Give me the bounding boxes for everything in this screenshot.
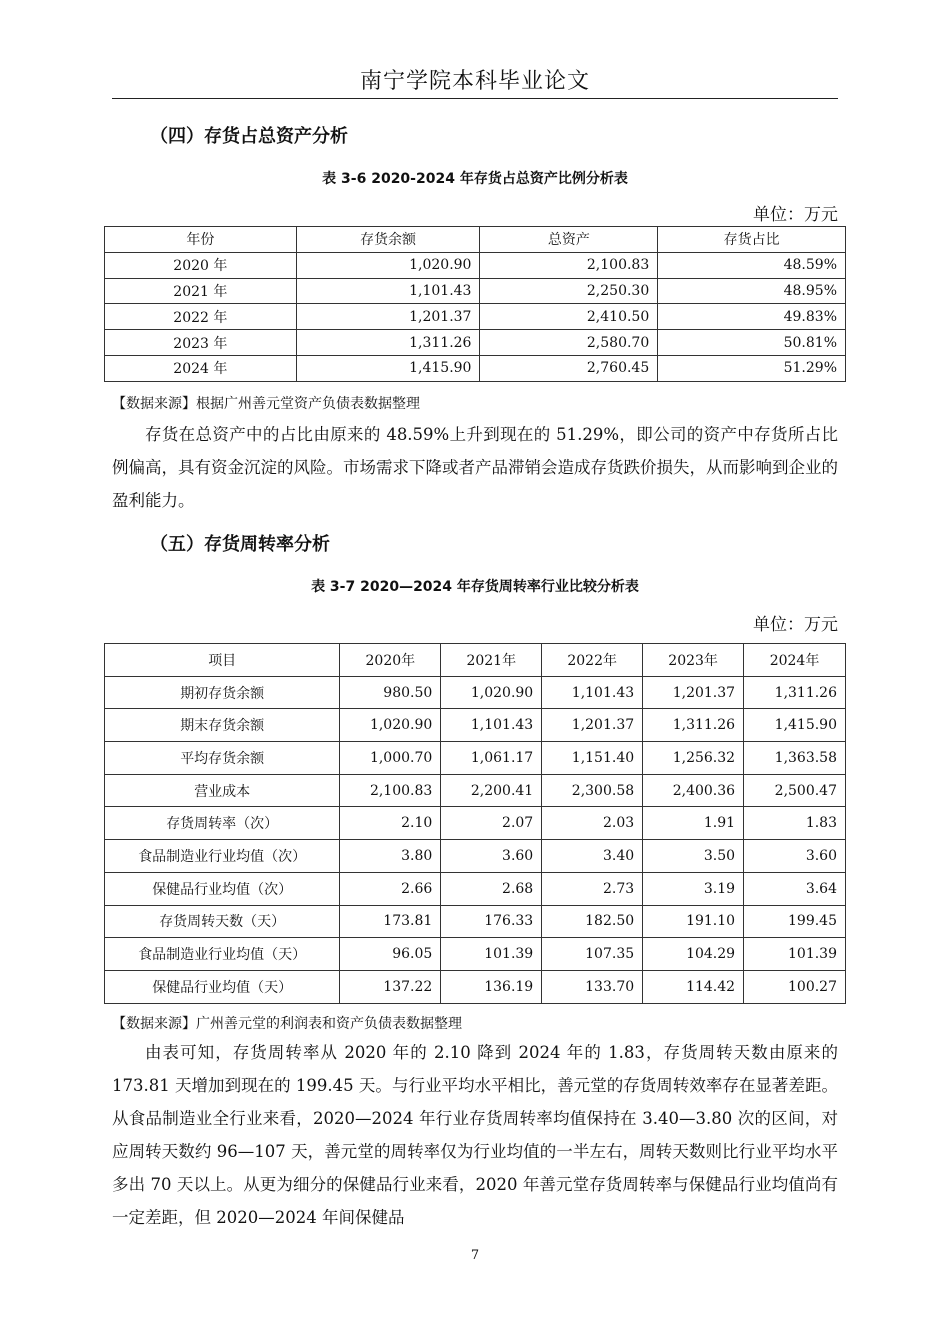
value-cell: 1,256.32 — [643, 742, 744, 775]
ratio-cell: 51.29% — [658, 355, 846, 381]
value-cell: 2,400.36 — [643, 774, 744, 807]
inventory-cell: 1,201.37 — [296, 304, 480, 330]
year-cell: 2023 年 — [105, 330, 297, 356]
page-header-title: 南宁学院本科毕业论文 — [359, 69, 590, 94]
total-assets-cell: 2,250.30 — [480, 278, 658, 304]
total-assets-cell: 2,580.70 — [480, 330, 658, 356]
value-cell: 101.39 — [744, 938, 846, 971]
inventory-cell: 1,101.43 — [296, 278, 480, 304]
page-number: 7 — [470, 1248, 480, 1263]
table-row — [105, 252, 846, 278]
value-cell: 2.73 — [542, 872, 643, 905]
analysis-paragraph-inventory-turnover: 由表可知，存货周转率从 2020 年的 2.10 降到 2024 年的 1.83，存货周转天数由原来的 173.81 天增加到现在的 199.45 天。与行业平均水平相比，善元堂的存货周转效率存在显著差距。从食品制造业全行业来看，2020—2024 年行业存货周转率均值保持在 3.40—3.80 次的区间，对应周转天数约 96—107 天，善元堂的周转率仅为行业均值的一半左右，周转天数则比行业平均水平多出 70 天以上。从更为细分的保健品行业来看，2020 年善元堂存货周转率与保健品行业均值尚有一定差距，但 2020—2024 年间保健品 — [112, 1043, 838, 1227]
value-cell: 199.45 — [744, 905, 846, 938]
value-cell: 3.40 — [542, 840, 643, 873]
value-cell: 107.35 — [542, 938, 643, 971]
value-cell: 1,101.43 — [441, 709, 542, 742]
table-caption-3-7: 表 3-7 2020—2024 年存货周转率行业比较分析表 — [311, 579, 639, 595]
year-cell: 2021 年 — [105, 278, 297, 304]
ratio-cell: 50.81% — [658, 330, 846, 356]
row-label-cell: 保健品行业均值（天） — [105, 970, 340, 1003]
value-cell: 176.33 — [441, 905, 542, 938]
table-row — [105, 355, 846, 381]
unit-note-3-6: 单位：万元 — [753, 205, 838, 225]
value-cell: 2.10 — [340, 807, 441, 840]
value-cell: 2.66 — [340, 872, 441, 905]
value-cell: 114.42 — [643, 970, 744, 1003]
table-row — [105, 774, 846, 807]
value-cell: 2,500.47 — [744, 774, 846, 807]
table-row — [105, 905, 846, 938]
column-header: 2021年 — [441, 644, 542, 677]
value-cell: 173.81 — [340, 905, 441, 938]
inventory-cell: 1,415.90 — [296, 355, 480, 381]
section-heading-inventory-ratio: （四）存货占总资产分析 — [150, 126, 348, 147]
total-assets-cell: 2,100.83 — [480, 252, 658, 278]
value-cell: 3.50 — [643, 840, 744, 873]
value-cell: 1,101.43 — [542, 676, 643, 709]
table-row — [105, 304, 846, 330]
value-cell: 1,020.90 — [441, 676, 542, 709]
value-cell: 2.68 — [441, 872, 542, 905]
analysis-paragraph-inventory-ratio: 存货在总资产中的占比由原来的 48.59%上升到现在的 51.29%，即公司的资产中存货所占比例偏高，具有资金沉淀的风险。市场需求下降或者产品滞销会造成存货跌价损失，从而影响到企业的盈利能力。 — [112, 425, 838, 510]
value-cell: 3.60 — [744, 840, 846, 873]
ratio-cell: 48.95% — [658, 278, 846, 304]
table-row — [105, 742, 846, 775]
year-cell: 2020 年 — [105, 252, 297, 278]
value-cell: 1,201.37 — [542, 709, 643, 742]
row-label-cell: 存货周转率（次） — [105, 807, 340, 840]
table-row — [105, 938, 846, 971]
value-cell: 980.50 — [340, 676, 441, 709]
row-label-cell: 期末存货余额 — [105, 709, 340, 742]
source-note-3-6: 【数据来源】根据广州善元堂资产负债表数据整理 — [112, 396, 420, 412]
inventory-cell: 1,020.90 — [296, 252, 480, 278]
value-cell: 3.60 — [441, 840, 542, 873]
turnover-table-body — [105, 676, 846, 1003]
value-cell: 1,201.37 — [643, 676, 744, 709]
value-cell: 137.22 — [340, 970, 441, 1003]
row-label-cell: 食品制造业行业均值（天） — [105, 938, 340, 971]
inventory-turnover-table — [104, 643, 846, 1004]
value-cell: 136.19 — [441, 970, 542, 1003]
value-cell: 1,363.58 — [744, 742, 846, 775]
table-header-row — [105, 644, 846, 677]
column-header: 总资产 — [480, 227, 658, 253]
row-label-cell: 平均存货余额 — [105, 742, 340, 775]
column-header: 存货占比 — [658, 227, 846, 253]
value-cell: 1,415.90 — [744, 709, 846, 742]
row-label-cell: 期初存货余额 — [105, 676, 340, 709]
inventory-cell: 1,311.26 — [296, 330, 480, 356]
row-label-cell: 食品制造业行业均值（次） — [105, 840, 340, 873]
value-cell: 3.80 — [340, 840, 441, 873]
value-cell: 3.64 — [744, 872, 846, 905]
table-row — [105, 872, 846, 905]
table-row — [105, 840, 846, 873]
section-heading-inventory-turnover: （五）存货周转率分析 — [150, 534, 330, 555]
value-cell: 1.91 — [643, 807, 744, 840]
value-cell: 96.05 — [340, 938, 441, 971]
ratio-cell: 48.59% — [658, 252, 846, 278]
value-cell: 2,200.41 — [441, 774, 542, 807]
value-cell: 1,020.90 — [340, 709, 441, 742]
table-row — [105, 330, 846, 356]
value-cell: 1,311.26 — [744, 676, 846, 709]
value-cell: 1,151.40 — [542, 742, 643, 775]
unit-note-3-7: 单位：万元 — [753, 615, 838, 635]
column-header: 存货余额 — [296, 227, 480, 253]
value-cell: 2,300.58 — [542, 774, 643, 807]
value-cell: 2.07 — [441, 807, 542, 840]
value-cell: 2.03 — [542, 807, 643, 840]
value-cell: 182.50 — [542, 905, 643, 938]
row-label-cell: 营业成本 — [105, 774, 340, 807]
year-cell: 2024 年 — [105, 355, 297, 381]
ratio-cell: 49.83% — [658, 304, 846, 330]
table-row — [105, 807, 846, 840]
header-divider — [112, 98, 838, 99]
table-row — [105, 278, 846, 304]
value-cell: 191.10 — [643, 905, 744, 938]
table-header-row — [105, 227, 846, 253]
value-cell: 133.70 — [542, 970, 643, 1003]
value-cell: 100.27 — [744, 970, 846, 1003]
inventory-ratio-table — [104, 226, 846, 382]
total-assets-cell: 2,760.45 — [480, 355, 658, 381]
value-cell: 1,000.70 — [340, 742, 441, 775]
value-cell: 1.83 — [744, 807, 846, 840]
value-cell: 3.19 — [643, 872, 744, 905]
table-caption-3-6: 表 3-6 2020-2024 年存货占总资产比例分析表 — [322, 171, 628, 187]
table-row — [105, 676, 846, 709]
value-cell: 1,311.26 — [643, 709, 744, 742]
source-note-3-7: 【数据来源】广州善元堂的利润表和资产负债表数据整理 — [112, 1016, 462, 1032]
column-header: 项目 — [105, 644, 340, 677]
year-cell: 2022 年 — [105, 304, 297, 330]
total-assets-cell: 2,410.50 — [480, 304, 658, 330]
value-cell: 2,100.83 — [340, 774, 441, 807]
value-cell: 101.39 — [441, 938, 542, 971]
row-label-cell: 保健品行业均值（次） — [105, 872, 340, 905]
row-label-cell: 存货周转天数（天） — [105, 905, 340, 938]
value-cell: 1,061.17 — [441, 742, 542, 775]
table-row — [105, 709, 846, 742]
column-header: 2024年 — [744, 644, 846, 677]
column-header: 年份 — [105, 227, 297, 253]
column-header: 2020年 — [340, 644, 441, 677]
column-header: 2023年 — [643, 644, 744, 677]
value-cell: 104.29 — [643, 938, 744, 971]
table-row — [105, 970, 846, 1003]
column-header: 2022年 — [542, 644, 643, 677]
